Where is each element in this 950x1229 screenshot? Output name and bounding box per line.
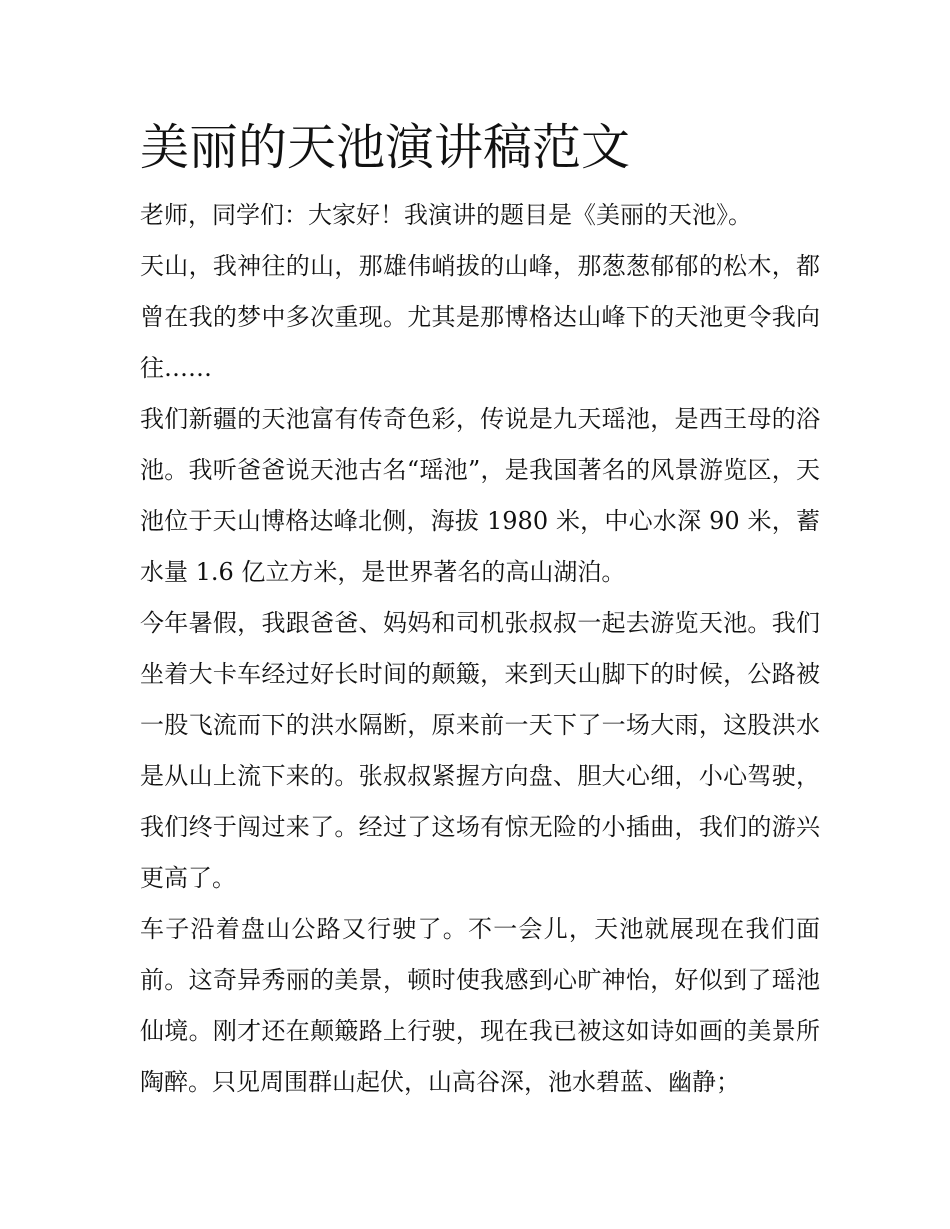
paragraph-summer-trip: 今年暑假，我跟爸爸、妈妈和司机张叔叔一起去游览天池。我们坐着大卡车经过好长时间的颠簸，来到天山脚下的时候，公路被一股飞流而下的洪水隔断，原来前一天下了一场大雨，这股洪水是从山上流下来的。张叔叔紧握方向盘、胆大心细，小心驾驶，我们终于闯过来了。经过了这场有惊无险的小插曲，我们的游兴更高了。 — [140, 609, 820, 892]
document-body — [140, 190, 820, 1108]
document-title: 美丽的天池演讲稿范文 — [140, 119, 631, 176]
paragraph-scenery: 车子沿着盘山公路又行驶了。不一会儿，天池就展现在我们面前。这奇异秀丽的美景，顿时使我感到心旷神怡，好似到了瑶池仙境。刚才还在颠簸路上行驶，现在我已被这如诗如画的美景所陶醉。只见周围群山起伏，山高谷深，池水碧蓝、幽静； — [140, 915, 820, 1096]
paragraph-tianchi-facts: 我们新疆的天池富有传奇色彩，传说是九天瑶池，是西王母的浴池。我听爸爸说天池古名“瑶池”，是我国著名的风景游览区，天池位于天山博格达峰北侧，海拔 1980 米，中心水深 90 米，蓄水量 1.6 亿立方米，是世界著名的高山湖泊。 — [140, 405, 820, 586]
paragraph-tianshan: 天山，我神往的山，那雄伟峭拔的山峰，那葱葱郁郁的松木，都曾在我的梦中多次重现。尤其是那博格达山峰下的天池更令我向往…… — [140, 252, 820, 382]
document-page — [140, 116, 820, 1108]
paragraph-greeting: 老师，同学们：大家好！我演讲的题目是《美丽的天池》。 — [140, 201, 752, 229]
